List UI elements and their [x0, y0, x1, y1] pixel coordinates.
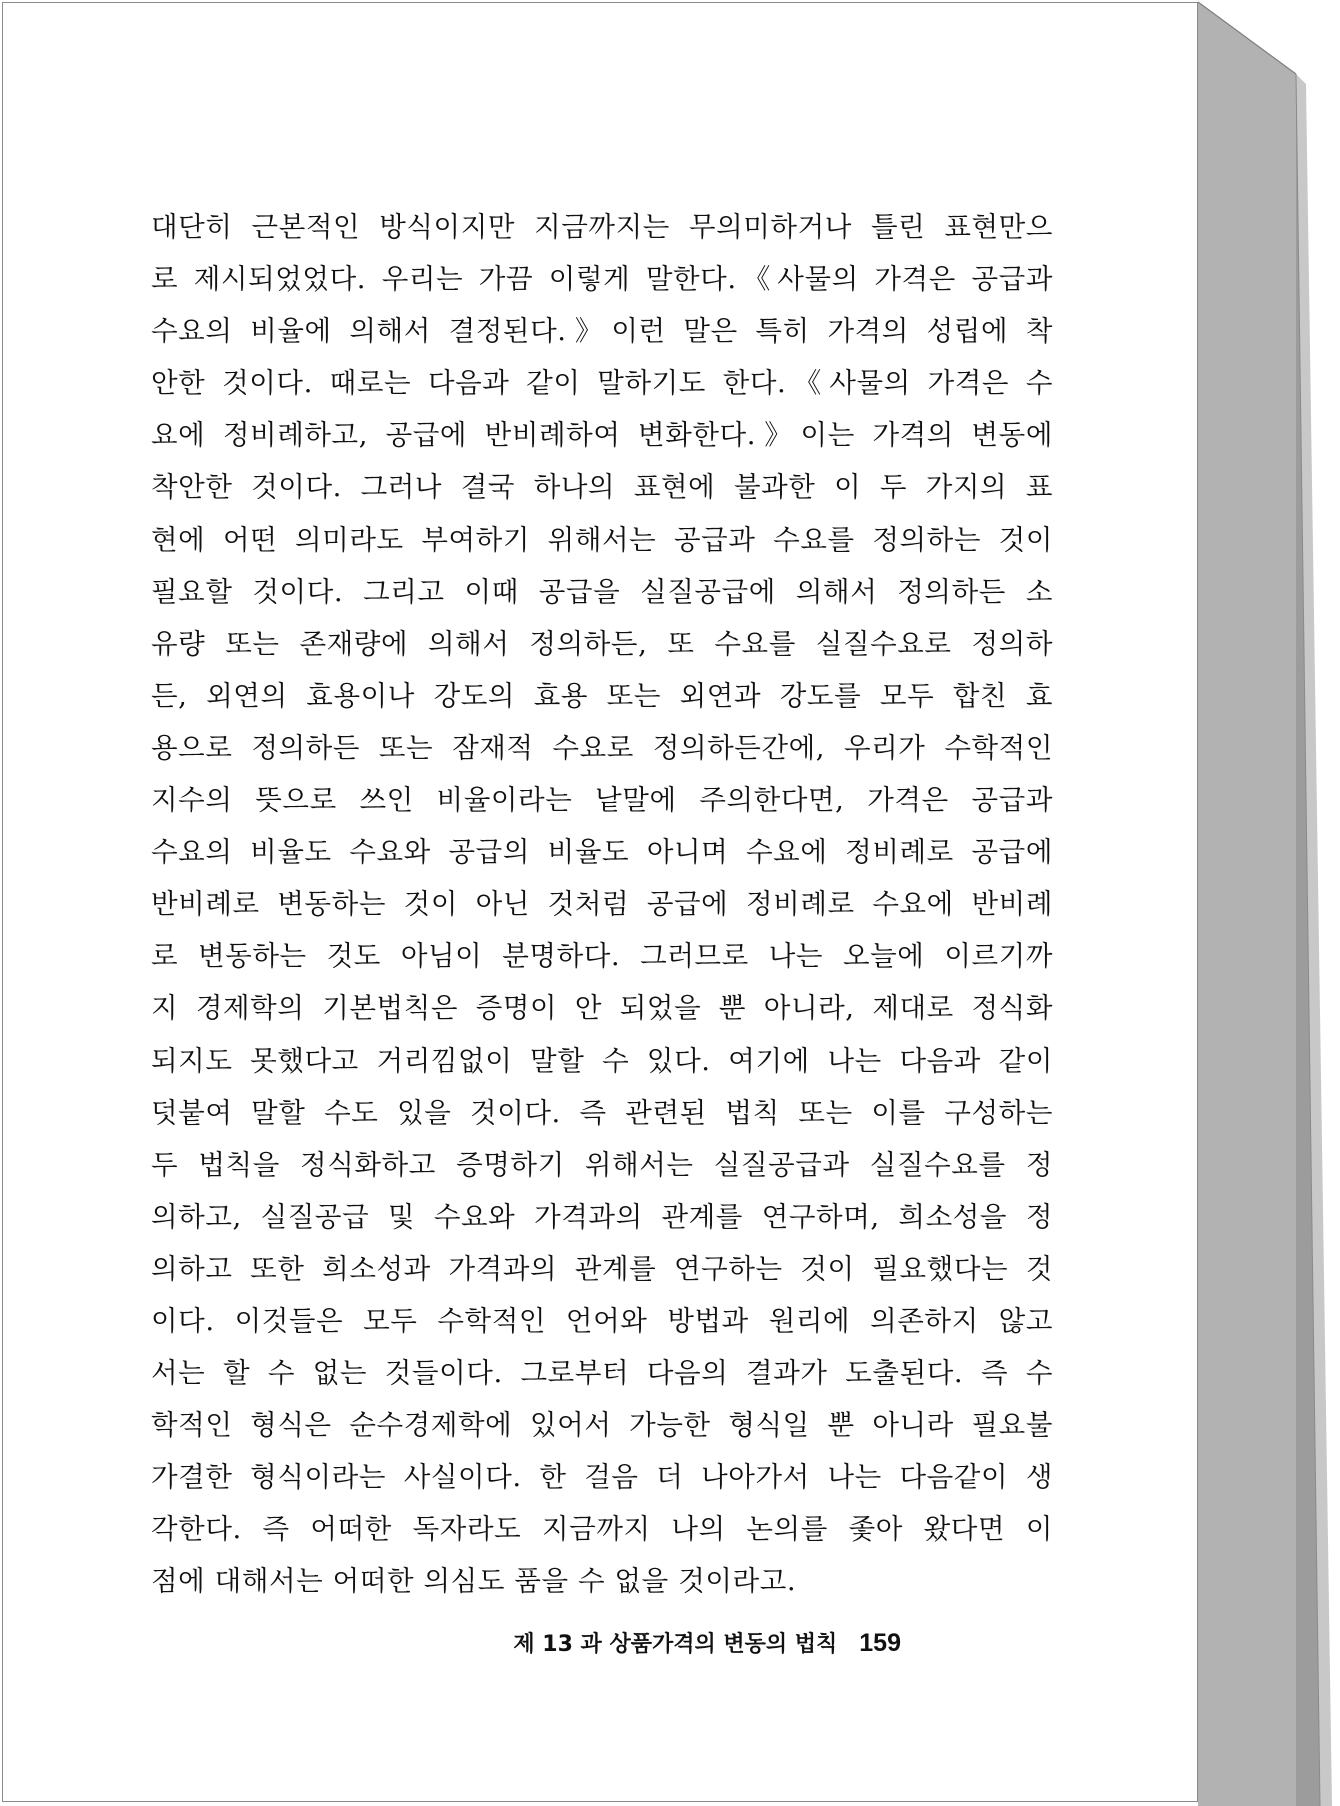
text-line: 서는 할 수 없는 것들이다. 그로부터 다음의 결과가 도출된다. 즉 수 — [151, 1357, 1053, 1390]
text-line: 유량 또는 존재량에 의해서 정의하든, 또 수요를 실질수요로 정의하 — [151, 627, 1053, 660]
text-line: 착안한 것이다. 그러나 결국 하나의 표현에 불과한 이 두 가지의 표 — [151, 471, 1053, 504]
text-line: 점에 대해서는 어떠한 의심도 품을 수 없을 것이라고. — [151, 1565, 797, 1598]
running-head: 제 13 과 상품가격의 변동의 법칙 — [513, 1632, 838, 1657]
text-line: 안한 것이다. 때로는 다음과 같이 말하기도 한다.《사물의 가격은 수 — [151, 367, 1053, 400]
text-line: 지 경제학의 기본법칙은 증명이 안 되었을 뿐 아니라, 제대로 정식화 — [151, 992, 1053, 1025]
page-footer — [513, 1627, 901, 1658]
text-line: 든, 외연의 효용이나 강도의 효용 또는 외연과 강도를 모두 합친 효 — [151, 679, 1053, 712]
text-line: 덧붙여 말할 수도 있을 것이다. 즉 관련된 법칙 또는 이를 구성하는 — [151, 1096, 1053, 1129]
text-line: 두 법칙을 정식화하고 증명하기 위해서는 실질공급과 실질수요를 정 — [151, 1148, 1053, 1181]
text-line: 수요의 비율도 수요와 공급의 비율도 아니며 수요에 정비례로 공급에 — [151, 836, 1053, 869]
text-line: 의하고, 실질공급 및 수요와 가격과의 관계를 연구하며, 희소성을 정 — [151, 1200, 1053, 1233]
body-text — [151, 201, 1053, 1608]
text-line: 되지도 못했다고 거리낌없이 말할 수 있다. 여기에 나는 다음과 같이 — [151, 1044, 1053, 1077]
text-line: 학적인 형식은 순수경제학에 있어서 가능한 형식일 뿐 아니라 필요불 — [151, 1409, 1053, 1442]
text-line: 요에 정비례하고, 공급에 반비례하여 변화한다.》이는 가격의 변동에 — [151, 419, 1053, 452]
text-line: 지수의 뜻으로 쓰인 비율이라는 낱말에 주의한다면, 가격은 공급과 — [151, 784, 1053, 817]
text-line: 대단히 근본적인 방식이지만 지금까지는 무의미하거나 틀린 표현만으 — [151, 211, 1053, 243]
text-line: 수요의 비율에 의해서 결정된다.》이런 말은 특히 가격의 성립에 착 — [151, 315, 1053, 348]
book-page — [2, 2, 1198, 1802]
text-line: 필요할 것이다. 그리고 이때 공급을 실질공급에 의해서 정의하든 소 — [151, 575, 1053, 608]
text-line: 이다. 이것들은 모두 수학적인 언어와 방법과 원리에 의존하지 않고 — [151, 1304, 1053, 1337]
text-line: 각한다. 즉 어떠한 독자라도 지금까지 나의 논의를 좇아 왔다면 이 — [151, 1513, 1053, 1546]
page-number: 159 — [859, 1629, 901, 1657]
text-line: 가결한 형식이라는 사실이다. 한 걸음 더 나아가서 나는 다음같이 생 — [151, 1461, 1053, 1494]
text-line: 로 제시되었었다. 우리는 가끔 이렇게 말한다.《사물의 가격은 공급과 — [151, 263, 1053, 296]
text-line: 현에 어떤 의미라도 부여하기 위해서는 공급과 수요를 정의하는 것이 — [151, 523, 1053, 556]
text-line: 의하고 또한 희소성과 가격과의 관계를 연구하는 것이 필요했다는 것 — [151, 1252, 1053, 1285]
book-side-face — [1198, 2, 1296, 1806]
text-line: 용으로 정의하든 또는 잠재적 수요로 정의하든간에, 우리가 수학적인 — [151, 731, 1053, 764]
text-line: 반비례로 변동하는 것이 아닌 것처럼 공급에 정비례로 수요에 반비례 — [151, 888, 1053, 921]
text-line: 로 변동하는 것도 아님이 분명하다. 그러므로 나는 오늘에 이르기까 — [151, 940, 1053, 973]
